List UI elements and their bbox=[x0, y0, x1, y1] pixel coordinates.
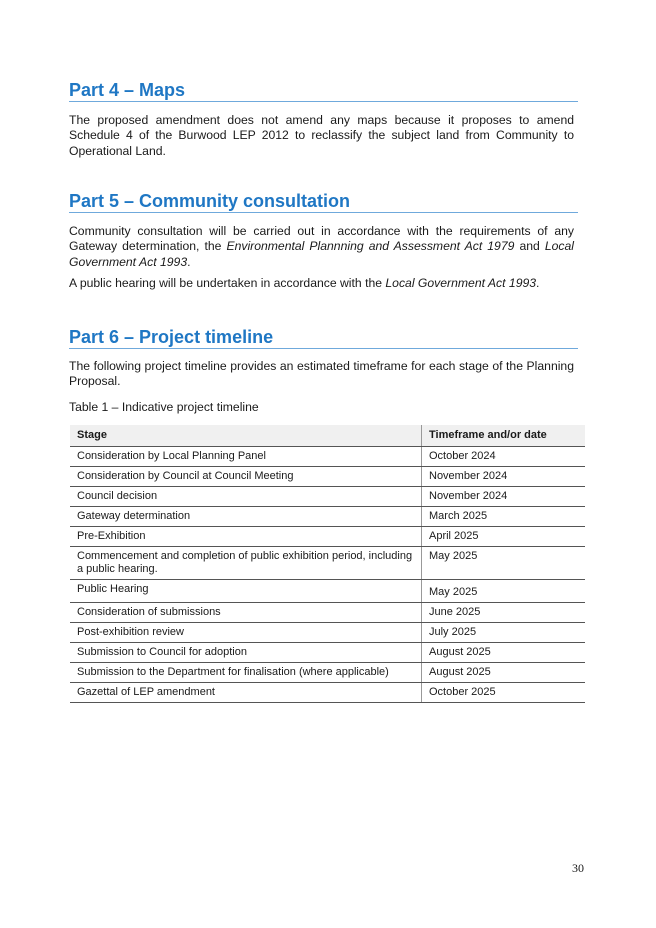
part5-p1-period: . bbox=[187, 254, 191, 269]
stage-cell: Commencement and completion of public exhibition period, including a public hearing. bbox=[70, 547, 422, 580]
column-header-timeframe: Timeframe and/or date bbox=[422, 425, 586, 447]
part5-paragraph-2 bbox=[69, 276, 574, 291]
timeframe-cell: October 2025 bbox=[422, 683, 586, 703]
stage-cell: Pre-Exhibition bbox=[70, 527, 422, 547]
part5-p2-lg-act: Local Government Act 1993 bbox=[385, 276, 537, 290]
stage-cell: Consideration by Council at Council Meeting bbox=[70, 467, 422, 487]
table-row bbox=[70, 603, 585, 623]
table-row bbox=[70, 527, 585, 547]
table-row bbox=[70, 643, 585, 663]
table-row bbox=[70, 547, 585, 580]
part5-p1-act-1979: Environmental Plannning and Assessment Act 1979 bbox=[226, 239, 515, 254]
stage-cell: Gazettal of LEP amendment bbox=[70, 683, 422, 703]
timeframe-cell: November 2024 bbox=[422, 467, 586, 487]
table-caption: Table 1 – Indicative project timeline bbox=[69, 400, 259, 414]
timeframe-cell: May 2025 bbox=[422, 580, 586, 603]
part5-heading: Part 5 – Community consultation bbox=[69, 190, 578, 213]
timeframe-cell: July 2025 bbox=[422, 623, 586, 643]
table-row bbox=[70, 683, 585, 703]
part4-paragraph: The proposed amendment does not amend any maps because it proposes to amend Schedule 4 of the Burwood LEP 2012 to reclassify the subject land from Community to Operational Land. bbox=[69, 113, 574, 158]
timeframe-cell: May 2025 bbox=[422, 547, 586, 580]
stage-cell: Submission to the Department for finalisation (where applicable) bbox=[70, 663, 422, 683]
table-row bbox=[70, 663, 585, 683]
table-row bbox=[70, 623, 585, 643]
timeframe-cell: October 2024 bbox=[422, 447, 586, 467]
stage-cell: Submission to Council for adoption bbox=[70, 643, 422, 663]
part4-heading: Part 4 – Maps bbox=[69, 79, 578, 102]
stage-cell: Council decision bbox=[70, 487, 422, 507]
part5-p1-text: Community consultation will be carried out in accordance with the requirements of any Gateway determination, the bbox=[69, 224, 574, 254]
part5-p2-period: . bbox=[536, 276, 540, 290]
project-timeline-table bbox=[70, 425, 585, 703]
timeframe-cell: April 2025 bbox=[422, 527, 586, 547]
timeframe-cell: August 2025 bbox=[422, 663, 586, 683]
page-number: 30 bbox=[572, 861, 584, 875]
timeframe-cell: August 2025 bbox=[422, 643, 586, 663]
part5-p2-text: A public hearing will be undertaken in accordance with the bbox=[69, 276, 386, 290]
stage-cell: Post-exhibition review bbox=[70, 623, 422, 643]
table-row bbox=[70, 507, 585, 527]
table-row bbox=[70, 487, 585, 507]
table-row bbox=[70, 580, 585, 603]
part6-heading: Part 6 – Project timeline bbox=[69, 326, 578, 349]
stage-cell: Consideration by Local Planning Panel bbox=[70, 447, 422, 467]
table-header-row bbox=[70, 425, 585, 447]
stage-cell: Gateway determination bbox=[70, 507, 422, 527]
column-header-stage: Stage bbox=[70, 425, 422, 447]
timeframe-cell: November 2024 bbox=[422, 487, 586, 507]
table-row bbox=[70, 467, 585, 487]
part5-p1-text-and: and bbox=[514, 239, 545, 254]
part5-p1-lg-act: Local Government Act 1993 bbox=[69, 239, 575, 269]
stage-cell: Consideration of submissions bbox=[70, 603, 422, 623]
stage-cell: Public Hearing bbox=[70, 580, 422, 603]
timeframe-cell: March 2025 bbox=[422, 507, 586, 527]
part5-paragraph-1 bbox=[69, 224, 574, 270]
timeframe-cell: June 2025 bbox=[422, 603, 586, 623]
part6-paragraph: The following project timeline provides an estimated timeframe for each stage of the Planning Proposal. bbox=[69, 359, 574, 389]
table-row bbox=[70, 447, 585, 467]
